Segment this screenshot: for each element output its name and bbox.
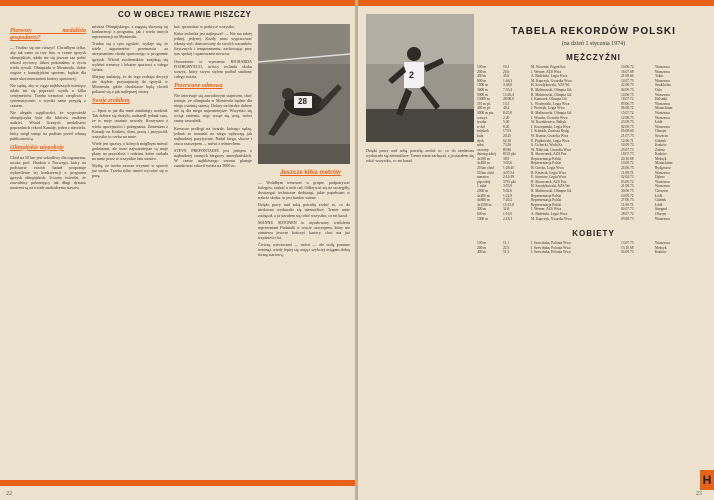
- article-text: — Trudno się nie cieszyć! Chciałbym tylko, aby tak samo za trzy lata, w czasie igrzysk olimpijskich, udało mi się jeszcze raz pobić rekord życiowy. Jakoś pokonałem w życiu wielu rywali. Olimpiada w Montrealu, dobre zajęcie z kanadyjskim sportem, będzie dla mnie ukoronowaniem kariery sportowej.: [10, 45, 86, 81]
- record-cell: dysk: [477, 138, 484, 143]
- article-text: — Sport to już dla mnie zamknięty rozdział. Tak dobrze się służyło, nadszedł jednak czas, że to moje ostatnie zawody. Korzystam z wielu uprzejmości i pożegnania. Zmieniam z Kanady na Kraków, dom, pracę i przyjaciół, wszystko to czeka na mnie.: [92, 108, 168, 139]
- record-cell: Stargard: [655, 207, 668, 212]
- record-cell: Bydgoszcz: [655, 166, 671, 171]
- photo-caption: Jeszcze kilka metrów: [280, 170, 341, 176]
- record-cell: 15:12,8: [503, 202, 514, 207]
- record-cell: tyczka: [477, 120, 487, 125]
- record-cell: 8:25,0: [503, 110, 513, 115]
- record-cell: 22,5: [503, 245, 510, 250]
- left-headline: CO W OBCEJ TRAWIE PISZCZY: [118, 10, 252, 19]
- record-cell: Reprezentacja Polski: [531, 193, 562, 198]
- record-cell: J. Pietrzyk, Legia Wwa: [531, 106, 565, 111]
- record-cell: Warszawa: [655, 179, 670, 184]
- page-number-right: 23: [696, 491, 702, 497]
- women-heading: KOBIETY: [572, 229, 615, 239]
- article-text: Miejmy nadzieję, że do tego rodzaju decyzji nie dojdzie, przynajmniej do igrzysk w Montrealu, gdzie chodziarze będą chcieli pokazać się z jak najlepszej strony.: [92, 73, 168, 95]
- record-cell: Warszawa: [655, 216, 670, 221]
- article-text: MANNU SIITONEN to utytułowany wieloletni reprezentant Finlandii w rzucie oszczepem, który nie zamierza jeszcze kończyć kariery, choć ma już trzydzieści lat.: [258, 219, 350, 240]
- record-cell: R. Skowronek, AZS Poz.: [531, 152, 568, 157]
- record-cell: W. Kozakiewicz, Bałtyk: [531, 120, 566, 125]
- record-cell: 1 mila: [477, 184, 487, 189]
- record-cell: Monachium: [655, 106, 673, 111]
- men-heading: MĘŻCZYŹNI: [566, 53, 621, 62]
- record-cell: 14.07.73: [621, 78, 634, 83]
- record-cell: oszczep: [477, 147, 489, 152]
- record-cell: Łódź: [655, 193, 663, 198]
- record-cell: W. Komar, Gwardia Wwa: [531, 133, 569, 138]
- record-cell: 4x1500 m: [477, 202, 492, 207]
- article-text: Która technika jest najlepsza? — Nie ma takiej jednej, jedynej. Każdy musi wypracować własny styl, dostosowany do swoich warunków fizycznych i temperamentu, zachowując przy tym spokój i opanowanie nerwów.: [174, 31, 253, 57]
- record-cell: 45,6: [503, 74, 510, 79]
- records-title: TABELA REKORDÓW POLSKI: [511, 26, 676, 37]
- record-cell: 300 m: [477, 207, 487, 212]
- record-cell: 50 km chód: [477, 170, 494, 175]
- record-cell: 10,1: [503, 65, 510, 69]
- record-cell: 13.07.73: [621, 241, 634, 246]
- record-cell: 2:18,3: [503, 216, 513, 221]
- record-cell: 30.06.73: [621, 189, 634, 194]
- record-cell: R. Skowronek, AZS Poz.: [531, 179, 568, 184]
- record-cell: Warszawa: [655, 184, 670, 189]
- left-page: [0, 0, 355, 500]
- record-cell: 4:07:54: [503, 170, 514, 175]
- record-cell: 2000 m: [477, 189, 488, 194]
- record-cell: 600 m: [477, 212, 487, 216]
- record-cell: B. Malinowski, Olimpia Gd.: [531, 189, 573, 194]
- record-cell: H. Grecki, Legia Wwa: [531, 166, 564, 171]
- record-cell: 20.10.68: [621, 156, 634, 161]
- record-cell: 2:14:39: [503, 175, 514, 180]
- record-cell: W. Nikiciuk, Gwardia Wwa: [531, 147, 572, 152]
- record-cell: 1:22,9: [503, 193, 513, 198]
- record-cell: Monachium: [655, 161, 673, 166]
- record-cell: 12.08.73: [621, 115, 634, 120]
- record-cell: 1000 m: [477, 216, 488, 221]
- records-table: [477, 26, 710, 255]
- record-cell: 2,20: [503, 115, 510, 120]
- record-cell: Chorzów: [655, 189, 669, 194]
- record-cell: 3:03,6: [503, 161, 513, 166]
- record-cell: B. Malinowski, Olimpia Gd.: [531, 87, 573, 92]
- women-records: [477, 241, 710, 255]
- subheading-interrupted-refusal: Przerwane odmowa: [174, 82, 223, 89]
- record-cell: 09.06.73: [621, 101, 634, 106]
- record-cell: H. Szordykowski, AZS Wr.: [531, 184, 571, 189]
- record-cell: 11.06.73: [621, 202, 634, 207]
- record-cell: 20,6: [503, 69, 510, 74]
- record-cell: 13,5: [503, 101, 510, 106]
- record-cell: 09.08.73: [621, 216, 634, 221]
- record-cell: 4x400 m: [477, 161, 490, 166]
- record-cell: L. Wodzyński, Legia Wwa: [531, 101, 570, 106]
- record-cell: J. Kantorek, Olimpia Gd.: [531, 97, 568, 102]
- article-text: Myślę, że trzeba zawsze trzymać w sporcie już wieku. Trzeba tylko umieć wycofać się w porę.: [92, 163, 168, 179]
- record-cell: 21.08.73: [621, 184, 634, 189]
- record-cell: Olsztyn: [655, 212, 667, 216]
- article-text: Ćwiczę wieczorami — mówi — ale wolę poranne treningi, wtedy lepiej się czuję i szybciej osiągam dobrą formę startową.: [258, 242, 350, 258]
- records-date: (na dzień 1 stycznia 1974): [561, 41, 626, 47]
- article-text: Dzięki pracy nad sobą potrafię zrobić to, co do niedawna wydawało się niemożliwe. Trener mnie zachęcał, a ja starałem się robić wszystko, co mi kazał.: [258, 202, 350, 218]
- record-cell: 4x200 m: [477, 193, 490, 198]
- record-cell: pięciobój: [477, 179, 491, 184]
- left-column-3: [174, 24, 252, 464]
- record-cell: Gdańsk: [655, 198, 666, 203]
- record-cell: 49,4: [503, 106, 510, 111]
- record-cell: 200 m: [477, 245, 487, 250]
- record-cell: J. Werner, AZS Wwa: [531, 207, 562, 212]
- section-tab: H: [700, 470, 714, 490]
- record-cell: Meksyk: [655, 156, 667, 161]
- record-cell: 110 m pł.: [477, 101, 491, 106]
- record-cell: 22.04.73: [621, 175, 634, 180]
- record-cell: I. Szewińska, Polonia Wwa: [531, 245, 571, 250]
- record-cell: 62,10: [503, 138, 512, 143]
- record-cell: Reprezentacja Polski: [531, 202, 562, 207]
- record-cell: 17,03: [503, 129, 512, 134]
- record-cell: 8,20: [503, 124, 510, 129]
- record-cell: Zabrze: [655, 147, 665, 152]
- article-text: — Wolałbym trenować w grupie, podpatrywać kolegów, szukać u nich rad. Odkrywać się na szczegóły, dostrzegać techniczne drobiazgi, jakie popełniam w trakcie skoku, to jest bardzo ważne.: [258, 180, 350, 201]
- record-cell: 28:08,0: [503, 97, 514, 102]
- record-cell: I. Szewińska, Polonia Wwa: [531, 241, 571, 246]
- record-cell: dziesięciobój: [477, 152, 496, 157]
- record-cell: Kraków: [655, 152, 667, 157]
- record-cell: 8125 pkt: [503, 152, 516, 157]
- record-cell: trójskok: [477, 129, 489, 134]
- record-cell: 5:02,6: [503, 189, 513, 194]
- record-cell: Warszawa: [655, 101, 670, 106]
- record-cell: 04.07.73: [621, 207, 634, 212]
- record-cell: Warszawa: [655, 115, 670, 120]
- right-article-column: [366, 148, 474, 478]
- record-cell: 10.09.72: [621, 161, 634, 166]
- subheading-done-my-part: Swoje zrobiłem: [92, 98, 130, 105]
- record-cell: 5000 m: [477, 92, 488, 97]
- record-cell: 3:38,0: [503, 83, 513, 88]
- record-cell: 27.06.73: [621, 198, 634, 203]
- record-cell: 4x800 m: [477, 198, 490, 203]
- record-cell: Reprezentacja Polski: [531, 161, 562, 166]
- record-cell: Warszawa: [655, 124, 670, 129]
- record-row: [477, 250, 710, 255]
- record-cell: 03.09.72: [621, 179, 634, 184]
- record-cell: 3:55,9: [503, 184, 513, 189]
- record-cell: M. Kupczyk, Gwardia Wwa: [531, 78, 572, 83]
- record-cell: młot: [477, 143, 484, 148]
- record-cell: maraton: [477, 175, 489, 180]
- record-cell: B. Malinowski, Olimpia Gd.: [531, 92, 573, 97]
- left-column-1: [10, 24, 86, 464]
- record-cell: 14.09.73: [621, 143, 634, 148]
- page-number-left: 22: [6, 491, 12, 497]
- record-cell: wzwyż: [477, 115, 488, 120]
- record-cell: 16.07.68: [621, 69, 634, 74]
- record-cell: J. Szczepański, Legia Wwa: [531, 124, 571, 129]
- record-cell: J. Werner, AZS Wwa: [531, 69, 562, 74]
- article-text: Chód na 50 km jest szkodliwy dla organizmu, uważa prof. Haakon z Norwegii, który na podstawie swoich badań proponuje wykreślenie tej konkurencji z programu igrzysk olimpijskich. Uczony twierdzi, że zawodnicy pokonujący tak długi dystans narażeni są na trwałe uszkodzenia stawów.: [10, 154, 86, 191]
- record-cell: Warszawa: [655, 78, 670, 83]
- record-cell: 3781 pkt: [503, 179, 516, 184]
- article-text: Ostrzeżenie te wymienia RICHARDA FOSBURY'EGO, twórcy techniki skoku wzwyż, który swym stylem podbił stadiony całego świata.: [174, 58, 252, 79]
- record-cell: Reprezentacja Polski: [531, 198, 562, 203]
- record-cell: Gdańsk: [655, 138, 666, 143]
- record-cell: Łódź: [655, 202, 663, 207]
- record-cell: 28.07.72: [621, 212, 634, 216]
- record-cell: Warszawa: [655, 110, 670, 115]
- record-cell: 51,3: [503, 250, 510, 255]
- record-cell: E. Stawiarz, Legia Wwa: [531, 175, 566, 180]
- subheading-olympic-worries: Olimpijskie niepokoje: [10, 144, 64, 151]
- record-cell: 21.09.64: [621, 74, 634, 79]
- record-cell: 200 m: [477, 69, 487, 74]
- record-cell: Kraków: [655, 250, 667, 255]
- subheading-first-medalist: Pierwszy medalista gospodarzy?: [10, 28, 86, 41]
- record-cell: J. Wszoła, Gwardia Wwa: [531, 115, 568, 120]
- record-cell: 06.08.72: [621, 106, 634, 111]
- record-cell: 400 m pł.: [477, 106, 491, 111]
- record-cell: 1:46,3: [503, 78, 513, 83]
- record-cell: 4x100 m: [477, 156, 490, 161]
- record-cell: w dal: [477, 124, 485, 129]
- orange-top-bar: [0, 0, 355, 6]
- record-cell: 13:26,4: [503, 92, 514, 97]
- runner-photo: [366, 14, 474, 142]
- record-cell: Warszawa: [655, 170, 670, 175]
- record-cell: 11.08.73: [621, 170, 634, 175]
- record-cell: Łódź: [655, 120, 663, 125]
- record-row: [477, 217, 710, 222]
- record-cell: Meksyk: [655, 245, 667, 250]
- record-cell: Szczecin: [655, 133, 668, 138]
- record-cell: B. Malinowski, Olimpia Gd.: [531, 110, 573, 115]
- record-cell: 3000 m prz.: [477, 110, 495, 115]
- record-cell: 02.09.73: [621, 124, 634, 129]
- record-cell: Warszawa: [655, 241, 670, 246]
- record-cell: Helsinki: [655, 97, 668, 102]
- record-cell: 29.07.73: [621, 147, 634, 152]
- record-cell: 10000 m: [477, 97, 490, 102]
- record-cell: 7:53,4: [503, 87, 513, 92]
- record-cell: 14.06.73: [621, 92, 634, 97]
- record-cell: Tokio: [655, 74, 664, 79]
- article-text: Wiele jest sprawy, o których mógłbym mówić godzinami, ale teraz najważniejsze są moje plany na przyszłość i rodzina, która czekała na mnie przez te wszystkie lata startów.: [92, 140, 168, 162]
- record-cell: 18.07.73: [621, 152, 634, 157]
- record-cell: Sztokholm: [655, 83, 671, 88]
- record-cell: 7:20,2: [503, 198, 513, 203]
- record-cell: kula: [477, 133, 484, 138]
- left-column-4: [258, 180, 350, 470]
- record-cell: 100 m: [477, 65, 487, 69]
- record-cell: Oslo: [655, 87, 662, 92]
- record-cell: 23.09.73: [621, 120, 634, 125]
- article-text: kać, sprawdzać w praktyce wszystko.: [174, 24, 236, 29]
- record-cell: H. Szordykowski, AZS Wr.: [531, 83, 571, 88]
- record-cell: Warszawa: [655, 92, 670, 97]
- bib-number: 2: [409, 70, 415, 80]
- record-cell: 20 km chód: [477, 166, 494, 171]
- athlete-illustration: [258, 24, 350, 164]
- record-cell: 89,86: [503, 147, 512, 152]
- article-text: mistrza Olimpijskiego, a zagęstą skrzynię taj konkurencji z programu, jak i wielu innych reprezentacji na Montrealu.: [92, 24, 168, 40]
- record-cell: 3000 m: [477, 87, 488, 92]
- article-text: Nie sądzę, aby w ciągu najbliższych miesięcy udało mi się poprawić wynik o kilka centymetrów. Trzeba trenować cierpliwie i systematycznie, a wyniki same przyjdą z czasem.: [10, 82, 86, 109]
- record-cell: A. Badeński, Legia Wwa: [531, 74, 568, 79]
- record-cell: Olsztyn: [655, 129, 667, 134]
- orange-bottom-bar: [0, 480, 355, 486]
- record-cell: 04.09.73: [621, 250, 634, 255]
- article-text: Nie ulegało wątpliwości, że wypowiedź olimpijczyka była dla kibiców znakiem nadziei. Wśród licznych medalistów poprzednich rekord Kanady, jeden z niewielu, który mógł stanąć na podium przed własną publicznością.: [10, 110, 86, 141]
- record-cell: 400 m: [477, 250, 487, 255]
- high-jump-photo: [258, 24, 350, 164]
- record-cell: Reprezentacja Polski: [531, 156, 562, 161]
- article-text: Kreszcze podłogi na twarde, którego sądzę, jednak że stosunki na niego wpływają jak najbardziej pozytywnie. Nadal biega, skacze i rzuca oszczepem — mówi z uśmiechem.: [174, 125, 252, 146]
- record-cell: 5,40: [503, 120, 510, 125]
- record-cell: M. Woronin, Pogoń Szc.: [531, 65, 567, 69]
- record-cell: E. Piątkowski, Legia Wwa: [531, 138, 570, 143]
- record-cell: 05.08.60: [621, 129, 634, 134]
- men-records: [477, 65, 710, 221]
- record-cell: 12.06.71: [621, 138, 634, 143]
- record-cell: S. Cichecki, Wisła Kr.: [531, 143, 563, 148]
- runner-illustration: [366, 14, 474, 142]
- orange-top-bar: [358, 0, 714, 6]
- left-column-2: [92, 24, 168, 464]
- record-cell: 15.07.72: [621, 110, 634, 115]
- bib-number: 28: [298, 97, 307, 106]
- record-cell: 100 m: [477, 241, 487, 246]
- record-cell: 73,56: [503, 143, 512, 148]
- record-cell: 10.06.72: [621, 65, 634, 69]
- record-cell: A. Badeński, Legia Wwa: [531, 212, 568, 216]
- record-cell: I. Szewińska, Polonia Wwa: [531, 250, 571, 255]
- record-cell: 22.08.73: [621, 83, 634, 88]
- record-cell: Warszawa: [655, 65, 670, 69]
- record-cell: Kraków: [655, 143, 667, 148]
- record-cell: 32,8: [503, 207, 510, 212]
- record-cell: 800 m: [477, 78, 487, 83]
- record-cell: 13.10.68: [621, 245, 634, 250]
- record-cell: 1500 m: [477, 83, 488, 88]
- record-cell: Dębno: [655, 175, 665, 180]
- record-cell: M. Kupczyk, Gwardia Wwa: [531, 216, 572, 221]
- record-cell: 1:16,0: [503, 212, 513, 216]
- record-cell: 400 m: [477, 74, 487, 79]
- record-cell: 1:28:45: [503, 166, 514, 171]
- article-text: STEVE PREFONTAINE jest jednym z najbardziej znanych biegaczy amerykańskich. W czasie najbliższego sezonu planuje zaatakować rekord świata na 5000 m.: [174, 147, 252, 169]
- record-cell: 21.07.73: [621, 133, 634, 138]
- record-cell: 18.07.72: [621, 97, 634, 102]
- record-cell: 38,9: [503, 156, 510, 161]
- record-cell: 24.06.73: [621, 166, 634, 171]
- record-cell: J. Schmidt, Zawisza Bydg.: [531, 129, 570, 134]
- record-cell: Warszawa: [655, 69, 670, 74]
- record-cell: 10.09.72: [621, 193, 634, 198]
- article-text: Trudno się z tym zgodzić, wydaje się, że wiele argumentów przemawia za utrzymaniem chodu sportowego w programie igrzysk. Wśród zwolenników znajdują się wybitni trenerzy i lekarze sportowi z całego świata.: [92, 41, 168, 72]
- record-cell: 04.09.73: [621, 87, 634, 92]
- record-cell: B. Kmiecik, Legia Wwa: [531, 170, 566, 175]
- record-cell: 11,1: [503, 241, 510, 246]
- article-text: Nie interesuje się zawodowym stajnisem, choć trenuje, że olimpiada w Montrealu będzie dla niego ostatnią szansą. Dolary na bardzo dobrze nie są dla niego najważniejsze. Wszystko się wciąż zmienia, więc wciąż się uczę, mówi znany zawodnik.: [174, 92, 252, 124]
- article-text: Dzięki pracy nad sobą potrafię zrobić to, co do niedawna wydawało się niemożliwe. Trener mnie zachęcał, a ja starałem się robić wszystko, co mi kazał.: [366, 148, 474, 164]
- record-cell: 20,25: [503, 133, 512, 138]
